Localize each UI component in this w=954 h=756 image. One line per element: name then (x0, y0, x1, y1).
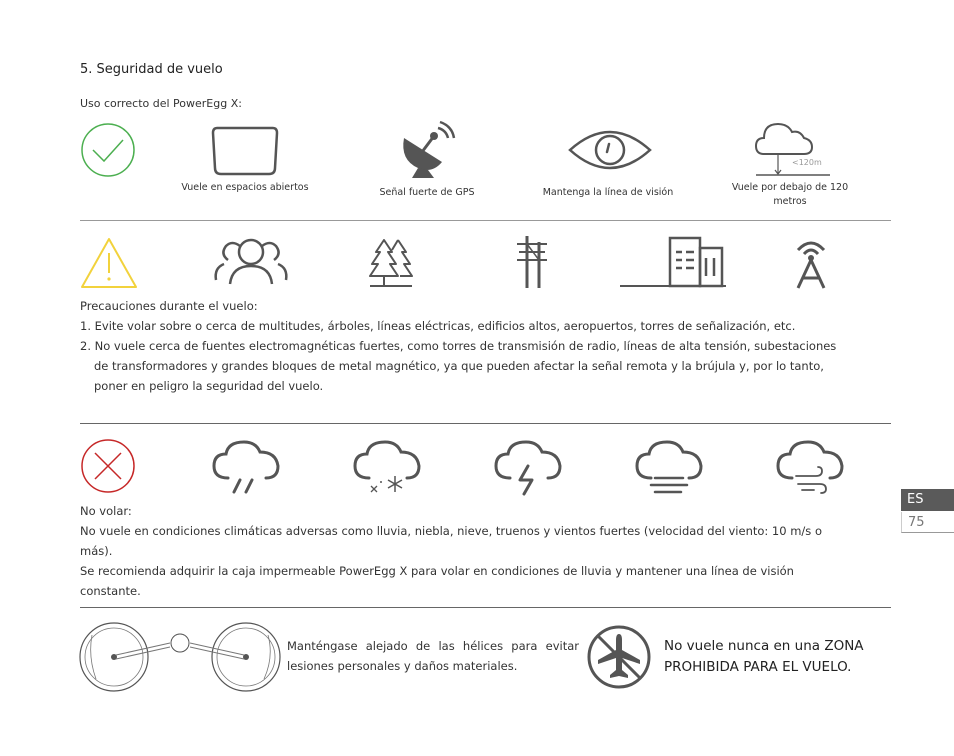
propeller-warning-line1: Manténgase alejado de las hélices para evitar (287, 639, 579, 653)
eye-icon (568, 126, 652, 174)
no-fly-line3: Se recomienda adquirir la caja impermeable PowerEgg X para volar en condiciones de lluvia y mantener una línea de visión (80, 564, 794, 578)
divider-3 (80, 607, 891, 608)
page-number: 75 (901, 512, 954, 533)
open-space-icon (211, 124, 279, 176)
no-fly-line1: No vuele en condiciones climáticas adversas como lluvia, niebla, nieve, truenos y vientos fuertes (velocidad del viento: 10 m/s o (80, 524, 822, 538)
divider-1 (80, 220, 891, 221)
x-circle-icon (80, 438, 136, 494)
power-line-icon (515, 236, 549, 290)
wind-cloud-icon (774, 438, 846, 496)
signal-tower-icon (788, 234, 834, 290)
propeller-warning (287, 636, 579, 676)
thunder-cloud-icon (492, 438, 564, 496)
caption-altitude-line2: metros (773, 196, 807, 207)
crowd-icon (210, 236, 292, 286)
caption-line-of-sight: Mantenga la línea de visión (542, 187, 674, 198)
divider-2 (80, 423, 891, 424)
rain-cloud-icon (210, 438, 282, 496)
precaution-item-2-line1: 2. No vuele cerca de fuentes electromagnéticas fuertes, como torres de transmisión de radio, líneas de alta tensión, subestaciones (80, 339, 837, 353)
precaution-item-1: 1. Evite volar sobre o cerca de multitudes, árboles, líneas eléctricas, edificios altos, aeropuertos, torres de señalización, etc. (80, 319, 796, 333)
warning-triangle-icon (80, 237, 138, 289)
caption-altitude-line1: Vuele por debajo de 120 (731, 182, 849, 193)
snow-cloud-icon (351, 438, 423, 496)
no-fly-zone-line2: PROHIBIDA PARA EL VUELO. (664, 659, 852, 675)
precaution-item-2-line2: de transformadores y grandes bloques de metal magnético, ya que pueden afectar la señal remota y la brújula y, por lo tanto, (94, 359, 824, 373)
cloud-altitude-icon (750, 118, 830, 178)
trees-icon (368, 236, 414, 288)
no-fly-line2: más). (80, 544, 113, 558)
tall-buildings-icon (620, 236, 726, 288)
caption-gps: Señal fuerte de GPS (379, 187, 475, 198)
precaution-item-2-line3: poner en peligro la seguridad del vuelo. (94, 379, 324, 393)
precautions-title: Precauciones durante el vuelo: (80, 299, 258, 313)
no-airplane-icon (586, 624, 652, 690)
language-tab: ES (901, 489, 954, 511)
no-fly-title: No volar: (80, 504, 132, 518)
propeller-diagram-icon (78, 621, 282, 693)
altitude-tag: <120m (792, 158, 822, 167)
check-circle-icon (80, 122, 136, 178)
caption-open-space: Vuele en espacios abiertos (181, 182, 309, 193)
propeller-warning-line2: lesiones personales y daños materiales. (287, 659, 518, 673)
satellite-dish-icon (398, 122, 454, 178)
no-fly-line4: constante. (80, 584, 141, 598)
no-fly-zone-line1: No vuele nunca en una ZONA (664, 638, 864, 654)
fog-cloud-icon (633, 438, 705, 496)
caption-altitude (715, 181, 865, 209)
section-title: 5. Seguridad de vuelo (80, 62, 223, 77)
page-side-tab (901, 489, 954, 533)
no-fly-zone-warning (664, 636, 864, 678)
intro-text: Uso correcto del PowerEgg X: (80, 97, 242, 110)
